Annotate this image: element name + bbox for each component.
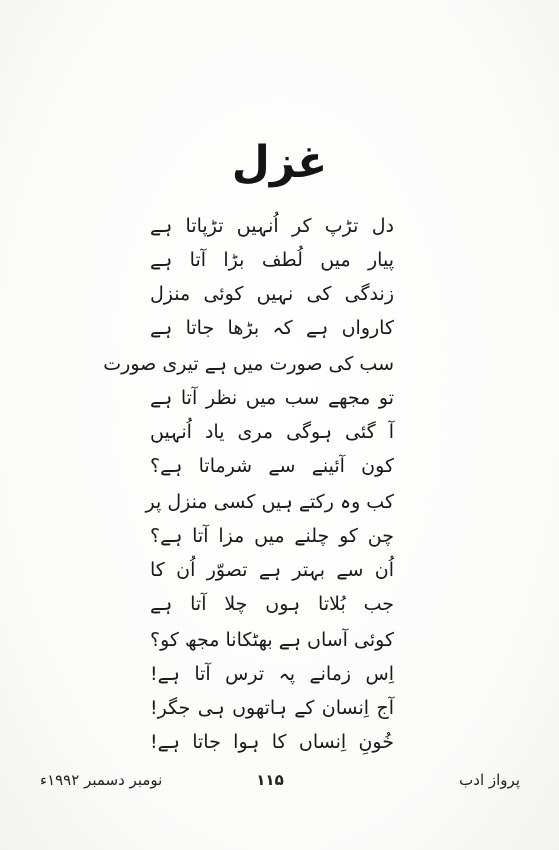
verse-line: دل تڑپ کر اُنہیں تڑپاتا ہے [150, 215, 394, 237]
poem-body [103, 210, 394, 765]
verse-line: چن کو چلنے میں مزا آتا ہے؟ [150, 525, 394, 547]
verse-line: جب بُلاتا ہوں چلا آتا ہے [150, 593, 394, 615]
verse-line: کارواں ہے کہ بڑھا جاتا ہے [150, 317, 394, 339]
verse-line: آج اِنسان کے ہاتھوں ہی جگر! [150, 697, 394, 719]
issue-date: نومبر دسمبر ۱۹۹۲ء [40, 771, 163, 789]
verse-line: کوئی آساں ہے بھٹکانا مجھ کو؟ [150, 629, 394, 651]
verse-line: کب وہ رکتے ہیں کسی منزل پر [145, 491, 394, 513]
poem-title: غزل [231, 137, 328, 188]
page-number: ۱۱۵ [256, 771, 284, 789]
verse-line: اُن سے بہتر ہے تصوّر اُن کا [150, 559, 394, 581]
verse-line: سب کی صورت میں ہے تیری صورت [103, 353, 394, 375]
verse-line: آ گئی ہوگی مری یاد اُنہیں [150, 421, 394, 443]
verse-line: زندگی کی نہیں کوئی منزل [150, 283, 394, 305]
verse-line: اِس زمانے پہ ترس آتا ہے! [150, 663, 394, 685]
verse-line: تو مجھے سب میں نظر آتا ہے [150, 387, 394, 409]
verse-line: کون آئینے سے شرماتا ہے؟ [150, 455, 394, 477]
verse-line: پیار میں لُطف بڑا آتا ہے [150, 249, 394, 271]
verse-line: خُونِ اِنساں کا ہوا جاتا ہے! [150, 731, 394, 753]
journal-name: پرواز ادب [459, 771, 520, 789]
